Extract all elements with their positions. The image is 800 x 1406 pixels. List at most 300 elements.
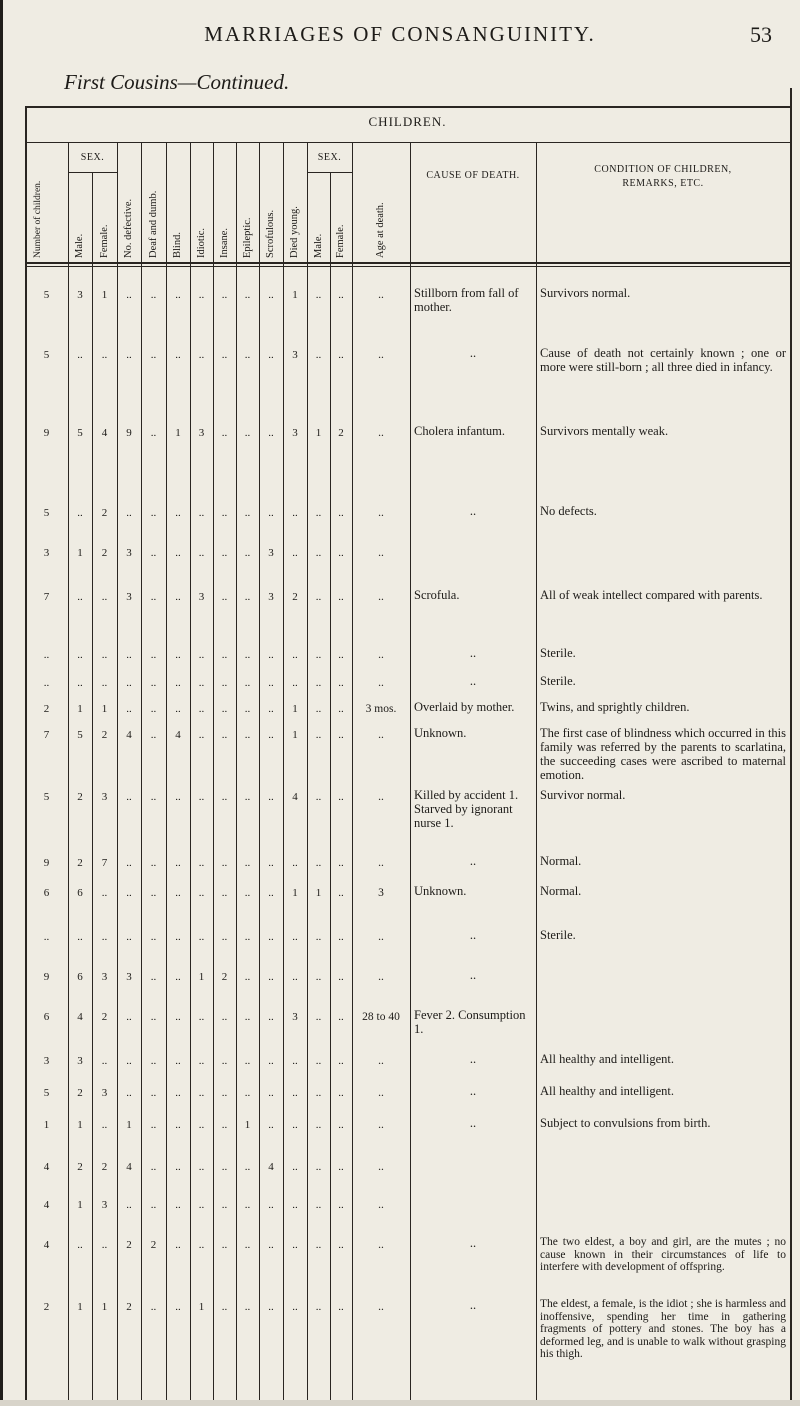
table-cell-m: 3 [77, 289, 83, 301]
column-header-insane: Insane. [218, 227, 230, 258]
table-cell-n: 3 [43, 1055, 50, 1067]
table-cell-f: 4 [101, 427, 108, 439]
table-cell-id: .. [198, 887, 205, 899]
table-cell-n: 5 [43, 349, 50, 361]
table-cell-dy: 4 [292, 791, 298, 803]
table-cell-sc: .. [268, 791, 274, 803]
cause-of-death: .. [469, 346, 477, 360]
table-cell-d: 1 [126, 1119, 132, 1131]
table-cell-dd: .. [150, 1301, 157, 1313]
table-cell-sc: .. [268, 677, 274, 689]
table-cell-b: .. [175, 1055, 181, 1067]
table-top-rule [25, 106, 790, 108]
table-cell-sc: .. [268, 1011, 274, 1023]
column-header-condition: CONDITION OF CHILDREN, [594, 164, 732, 175]
table-cell-df: .. [338, 931, 344, 943]
table-cell-sc: .. [268, 857, 274, 869]
cause-of-death: Stillborn from fall of mother. [414, 286, 519, 314]
table-cell-id: .. [198, 931, 205, 943]
table-cell-dm: .. [315, 649, 322, 661]
table-cell-sc: .. [268, 1055, 274, 1067]
table-cell-ep: .. [244, 547, 251, 559]
table-cell-b: .. [175, 931, 181, 943]
table-cell-sc: .. [268, 289, 274, 301]
table-cell-b: .. [175, 703, 181, 715]
table-cell-id: .. [198, 857, 205, 869]
table-cell-dy: .. [292, 931, 298, 943]
column-header-died_young: Died young. [289, 206, 300, 258]
table-cell-b: .. [175, 1161, 181, 1173]
column-header-female: Female. [98, 224, 110, 258]
table-cell-dd: .. [150, 591, 157, 603]
cause-of-death: .. [469, 1052, 477, 1066]
table-cell-m: 6 [77, 887, 83, 899]
table-cell-f: 2 [101, 547, 108, 559]
table-cell-dd: .. [150, 547, 157, 559]
table-cell-b: .. [175, 289, 181, 301]
table-cell-id: .. [198, 1239, 205, 1251]
table-cell-f: 2 [101, 507, 108, 519]
table-subtitle: First Cousins—Continued. [64, 70, 290, 94]
table-cell-id: 1 [198, 1301, 205, 1313]
table-cell-d: .. [126, 887, 132, 899]
cause-of-death: Overlaid by mother. [414, 700, 515, 714]
table-cell-in: .. [221, 547, 228, 559]
table-cell-b: .. [175, 677, 181, 689]
cause-of-death: .. [469, 1084, 477, 1098]
table-cell-d: .. [126, 649, 132, 661]
table-cell-sc: .. [268, 649, 274, 661]
column-header-number: Number of children. [33, 180, 43, 258]
table-cell-dm: .. [315, 729, 322, 741]
table-cell-d: .. [126, 677, 132, 689]
table-cell-f: 3 [101, 1199, 108, 1211]
table-cell-dy: .. [292, 971, 298, 983]
condition-remarks: No defects. [540, 504, 597, 518]
table-cell-in: .. [221, 427, 228, 439]
table-cell-id: .. [198, 1055, 205, 1067]
table-cell-f: 1 [101, 289, 108, 301]
table-cell-ep: .. [244, 591, 251, 603]
table-cell-n: .. [43, 931, 50, 943]
table-cell-m: 1 [77, 1199, 83, 1211]
table-cell-df: .. [338, 649, 344, 661]
table-cell-m: 1 [77, 547, 83, 559]
table-cell-dy: 3 [292, 1011, 298, 1023]
cause-of-death: Unknown. [414, 884, 467, 898]
table-cell-age: .. [378, 427, 384, 439]
table-cell-dm: .. [315, 349, 322, 361]
table-cell-sc: .. [268, 703, 274, 715]
condition-remarks: All of weak intellect compared with parents. [540, 588, 763, 602]
table-cell-ep: .. [244, 703, 251, 715]
table-cell-dy: .. [292, 507, 298, 519]
table-cell-dd: .. [150, 1055, 157, 1067]
table-cell-b: .. [175, 791, 181, 803]
table-cell-d: .. [126, 1011, 132, 1023]
group-header-rule [25, 142, 790, 143]
table-cell-df: .. [338, 971, 344, 983]
sex-header-children: SEX. [80, 152, 105, 163]
table-cell-f: .. [101, 887, 108, 899]
table-cell-m: 2 [77, 791, 83, 803]
table-cell-sc: .. [268, 1087, 274, 1099]
table-cell-d: 9 [126, 427, 132, 439]
table-cell-in: .. [221, 507, 228, 519]
table-cell-df: .. [338, 1055, 344, 1067]
table-cell-age: .. [378, 649, 384, 661]
table-cell-dy: .. [292, 1087, 298, 1099]
table-cell-age: .. [378, 1239, 384, 1251]
table-cell-id: .. [198, 349, 205, 361]
table-cell-id: .. [198, 507, 205, 519]
table-cell-f: .. [101, 649, 108, 661]
table-cell-dd: 2 [150, 1239, 157, 1251]
table-cell-in: 2 [221, 971, 228, 983]
table-cell-id: .. [198, 677, 205, 689]
table-cell-ep: .. [244, 971, 251, 983]
table-cell-dm: .. [315, 591, 322, 603]
table-cell-n: 9 [43, 857, 50, 869]
table-cell-n: 5 [43, 289, 50, 301]
table-cell-n: 4 [43, 1239, 50, 1251]
table-cell-dy: .. [292, 1199, 298, 1211]
table-cell-dd: .. [150, 971, 157, 983]
table-cell-f: .. [101, 591, 108, 603]
column-header-deaf: Deaf and dumb. [147, 190, 159, 258]
table-cell-n: .. [43, 649, 50, 661]
table-cell-ep: .. [244, 1055, 251, 1067]
table-cell-m: 5 [77, 427, 83, 439]
table-cell-dy: .. [292, 1119, 298, 1131]
table-cell-f: 7 [101, 857, 108, 869]
table-cell-dm: 1 [315, 427, 322, 439]
table-cell-in: .. [221, 289, 228, 301]
cause-of-death: .. [469, 1236, 477, 1250]
table-cell-dy: .. [292, 1055, 298, 1067]
table-cell-ep: .. [244, 887, 251, 899]
condition-remarks: The two eldest, a boy and girl, are the mutes ; no cause known in their circumstances of life to interfere with development of offspring. [540, 1236, 786, 1273]
table-cell-age: .. [378, 507, 384, 519]
table-cell-ep: .. [244, 507, 251, 519]
table-cell-id: .. [198, 547, 205, 559]
condition-remarks: Subject to convulsions from birth. [540, 1116, 711, 1130]
table-cell-dy: 3 [292, 427, 298, 439]
table-cell-dm: .. [315, 507, 322, 519]
table-cell-dd: .. [150, 507, 157, 519]
table-cell-b: .. [175, 887, 181, 899]
condition-remarks: Sterile. [540, 928, 576, 942]
table-cell-dy: .. [292, 1239, 298, 1251]
table-cell-age: .. [378, 547, 384, 559]
table-cell-d: 3 [126, 971, 132, 983]
table-cell-b: .. [175, 1239, 181, 1251]
table-cell-sc: .. [268, 349, 274, 361]
table-cell-b: .. [175, 1301, 181, 1313]
table-cell-b: .. [175, 547, 181, 559]
group-header-children: CHILDREN. [368, 114, 447, 129]
table-cell-dm: .. [315, 1161, 322, 1173]
table-cell-d: .. [126, 289, 132, 301]
table-cell-dm: .. [315, 703, 322, 715]
table-cell-in: .. [221, 887, 228, 899]
condition-remarks: Survivors mentally weak. [540, 424, 669, 438]
table-cell-m: .. [77, 349, 83, 361]
table-cell-ep: .. [244, 857, 251, 869]
table-cell-dd: .. [150, 427, 157, 439]
table-cell-f: 3 [101, 971, 108, 983]
table-cell-f: .. [101, 349, 108, 361]
table-cell-dm: .. [315, 1119, 322, 1131]
table-cell-df: .. [338, 1301, 344, 1313]
cause-of-death: Fever 2. Consumption 1. [414, 1008, 526, 1036]
table-cell-b: .. [175, 649, 181, 661]
table-cell-dm: .. [315, 1055, 322, 1067]
table-cell-dy: 1 [292, 703, 298, 715]
table-right-rule [790, 88, 792, 1400]
table-cell-age: .. [378, 857, 384, 869]
column-header-remarks: REMARKS, ETC. [622, 178, 704, 189]
table-cell-dd: .. [150, 1087, 157, 1099]
table-cell-m: 6 [77, 971, 83, 983]
table-cell-id: .. [198, 729, 205, 741]
table-cell-dm: .. [315, 1199, 322, 1211]
condition-remarks: Survivors normal. [540, 286, 631, 300]
condition-remarks: The first case of blindness which occurred in this family was referred by the parents to scarlatina, the succeeding cases were ascribed to maternal emotion. [540, 726, 786, 782]
table-cell-ep: .. [244, 791, 251, 803]
table-cell-dm: 1 [315, 887, 322, 899]
column-rule [536, 142, 537, 1400]
table-cell-in: .. [221, 703, 228, 715]
table-cell-n: 1 [43, 1119, 50, 1131]
table-cell-age: .. [378, 1087, 384, 1099]
table-cell-in: .. [221, 591, 228, 603]
table-cell-d: 3 [126, 591, 132, 603]
table-cell-f: 3 [101, 791, 108, 803]
table-cell-df: .. [338, 591, 344, 603]
table-cell-sc: .. [268, 729, 274, 741]
table-cell-id: 3 [198, 427, 205, 439]
column-header-scrofulous: Scrofulous. [265, 209, 276, 258]
page-bottom-edge [0, 1400, 800, 1406]
table-cell-dy: .. [292, 649, 298, 661]
table-cell-ep: .. [244, 677, 251, 689]
table-cell-m: 2 [77, 857, 83, 869]
table-cell-dd: .. [150, 1119, 157, 1131]
table-cell-df: .. [338, 547, 344, 559]
table-cell-d: 2 [126, 1301, 132, 1313]
table-cell-age: .. [378, 1199, 384, 1211]
table-cell-dy: .. [292, 1301, 298, 1313]
table-cell-b: .. [175, 857, 181, 869]
table-cell-ep: 1 [244, 1119, 251, 1131]
table-cell-m: 1 [77, 703, 83, 715]
table-cell-df: .. [338, 677, 344, 689]
table-cell-df: .. [338, 1239, 344, 1251]
table-cell-sc: .. [268, 971, 274, 983]
table-cell-ep: .. [244, 931, 251, 943]
table-cell-m: 2 [77, 1161, 83, 1173]
table-cell-d: .. [126, 1199, 132, 1211]
table-cell-sc: .. [268, 507, 274, 519]
table-cell-age: .. [378, 1161, 384, 1173]
table-cell-dy: 3 [292, 349, 298, 361]
column-header-dy_male: Male. [312, 233, 324, 258]
table-cell-df: .. [338, 703, 344, 715]
cause-of-death: Unknown. [414, 726, 467, 740]
cause-of-death: Killed by accident 1. Starved by ignorant nurse 1. [414, 788, 519, 830]
table-cell-dd: .. [150, 677, 157, 689]
table-cell-sc: .. [268, 1199, 274, 1211]
table-cell-b: .. [175, 349, 181, 361]
table-cell-id: .. [198, 649, 205, 661]
table-cell-dm: .. [315, 971, 322, 983]
table-cell-dm: .. [315, 857, 322, 869]
cause-of-death: .. [469, 646, 477, 660]
table-cell-dd: .. [150, 649, 157, 661]
condition-remarks: Cause of death not certainly known ; one or more were still-born ; all three died in infancy. [540, 346, 786, 374]
table-cell-d: .. [126, 1087, 132, 1099]
table-cell-f: 2 [101, 729, 108, 741]
table-cell-d: 4 [126, 1161, 132, 1173]
table-cell-in: .. [221, 1011, 228, 1023]
table-cell-id: .. [198, 1199, 205, 1211]
table-cell-dd: .. [150, 791, 157, 803]
table-cell-ep: .. [244, 649, 251, 661]
table-cell-df: .. [338, 1011, 344, 1023]
table-cell-age: .. [378, 971, 384, 983]
table-cell-d: .. [126, 857, 132, 869]
table-cell-m: 4 [77, 1011, 83, 1023]
table-cell-sc: 4 [268, 1161, 274, 1173]
table-cell-ep: .. [244, 1301, 251, 1313]
table-cell-dd: .. [150, 931, 157, 943]
table-cell-m: .. [77, 591, 83, 603]
table-cell-id: .. [198, 1161, 205, 1173]
table-cell-n: 6 [43, 1011, 50, 1023]
table-cell-m: 5 [77, 729, 83, 741]
table-cell-f: 2 [101, 1011, 108, 1023]
table-cell-df: .. [338, 1161, 344, 1173]
table-cell-f: .. [101, 1055, 108, 1067]
table-cell-id: 3 [198, 591, 205, 603]
condition-remarks: All healthy and intelligent. [540, 1084, 674, 1098]
table-cell-ep: .. [244, 1239, 251, 1251]
table-cell-d: .. [126, 1055, 132, 1067]
table-cell-age: .. [378, 289, 384, 301]
table-cell-in: .. [221, 729, 228, 741]
table-cell-b: .. [175, 507, 181, 519]
table-cell-m: 2 [77, 1087, 83, 1099]
table-cell-n: 5 [43, 507, 50, 519]
table-cell-id: .. [198, 289, 205, 301]
table-cell-df: .. [338, 1199, 344, 1211]
table-cell-in: .. [221, 1119, 228, 1131]
table-cell-in: .. [221, 1087, 228, 1099]
table-cell-n: 5 [43, 1087, 50, 1099]
table-cell-df: 2 [338, 427, 344, 439]
table-cell-in: .. [221, 677, 228, 689]
table-cell-n: 2 [43, 703, 50, 715]
table-cell-sc: .. [268, 887, 274, 899]
table-cell-dm: .. [315, 1301, 322, 1313]
cause-of-death: .. [469, 854, 477, 868]
table-cell-age: .. [378, 1301, 384, 1313]
column-header-idiotic: Idiotic. [195, 227, 207, 258]
column-header-epileptic: Epileptic. [241, 217, 253, 258]
table-cell-m: .. [77, 1239, 83, 1251]
table-cell-n: 7 [43, 591, 50, 603]
table-cell-age: 28 to 40 [362, 1011, 400, 1023]
table-cell-dy: 2 [292, 591, 298, 603]
table-cell-dm: .. [315, 677, 322, 689]
table-cell-dm: .. [315, 1011, 322, 1023]
table-cell-id: 1 [198, 971, 205, 983]
table-cell-df: .. [338, 1119, 344, 1131]
table-cell-dy: 1 [292, 887, 298, 899]
table-cell-id: .. [198, 1087, 205, 1099]
cause-of-death: .. [469, 504, 477, 518]
table-cell-df: .. [338, 349, 344, 361]
table-cell-dd: .. [150, 1199, 157, 1211]
cause-of-death: Cholera infantum. [414, 424, 505, 438]
table-cell-df: .. [338, 507, 344, 519]
column-rule [410, 142, 411, 1400]
table-cell-dy: 1 [292, 289, 298, 301]
table-cell-df: .. [338, 1087, 344, 1099]
table-cell-ep: .. [244, 1199, 251, 1211]
table-cell-ep: .. [244, 1161, 251, 1173]
table-cell-df: .. [338, 791, 344, 803]
table-cell-in: .. [221, 857, 228, 869]
table-cell-dy: .. [292, 1161, 298, 1173]
condition-remarks: Twins, and sprightly children. [540, 700, 690, 714]
condition-remarks: Normal. [540, 854, 582, 868]
table-cell-d: .. [126, 791, 132, 803]
table-cell-m: .. [77, 677, 83, 689]
table-cell-b: .. [175, 1011, 181, 1023]
condition-remarks: The eldest, a female, is the idiot ; she is harmless and inoffensive, spending her time in gathering fragments of pottery and stones. The boy has a deformed leg, and is unable to walk without grasping his thigh. [540, 1298, 786, 1360]
table-cell-n: 9 [43, 427, 50, 439]
table-cell-f: 2 [101, 1161, 108, 1173]
column-header-defective: No. defective. [123, 198, 134, 258]
table-cell-d: .. [126, 349, 132, 361]
condition-remarks: Survivor normal. [540, 788, 626, 802]
table-cell-dd: .. [150, 1011, 157, 1023]
table-cell-age: .. [378, 677, 384, 689]
table-cell-dm: .. [315, 289, 322, 301]
table-cell-n: 5 [43, 791, 50, 803]
table-cell-f: .. [101, 931, 108, 943]
column-header-dy_female: Female. [335, 224, 346, 258]
table-cell-m: .. [77, 931, 83, 943]
table-cell-age: .. [378, 1055, 384, 1067]
table-cell-dm: .. [315, 1087, 322, 1099]
condition-remarks: All healthy and intelligent. [540, 1052, 674, 1066]
table-cell-ep: .. [244, 349, 251, 361]
table-cell-f: 1 [101, 1301, 108, 1313]
table-cell-id: .. [198, 791, 205, 803]
table-cell-m: 1 [77, 1301, 83, 1313]
table-cell-b: .. [175, 1119, 181, 1131]
table-cell-n: 9 [43, 971, 50, 983]
table-cell-sc: .. [268, 427, 274, 439]
condition-remarks: Normal. [540, 884, 582, 898]
table-cell-ep: .. [244, 427, 251, 439]
table-cell-in: .. [221, 931, 228, 943]
table-cell-ep: .. [244, 289, 251, 301]
sex-subheader-rule [68, 172, 117, 173]
